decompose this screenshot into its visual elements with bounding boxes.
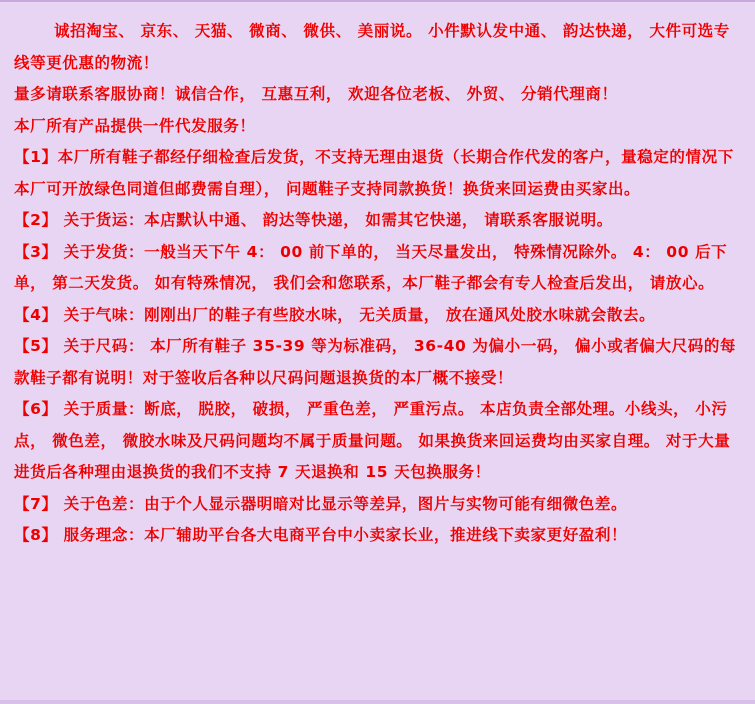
term-6-number: 【6】 (14, 400, 58, 418)
term-8 (14, 520, 743, 552)
term-2 (14, 205, 743, 237)
term-1 (14, 142, 743, 205)
term-7-number: 【7】 (14, 494, 58, 513)
term-6-text: 关于质量：断底， 脱胶， 破损， 严重色差， 严重污点。 本店负责全部处理。小线头， 小污点， 微色差， 微胶水味及尺码问题均不属于质量问题。 如果换货来回运费均由买家自理。 对于大量进货后各种理由退换货的我们不支持 7 天退换和 15 天包换服务！ (14, 400, 731, 481)
term-8-text: 服务理念：本厂辅助平台各大电商平台中小卖家长业，推进线下卖家更好盈利！ (57, 526, 628, 544)
term-6 (14, 394, 743, 489)
intro-paragraph-3: 本厂所有产品提供一件代发服务！ (14, 116, 256, 135)
intro-paragraph-2: 量多请联系客服协商！诚信合作， 互惠互利， 欢迎各位老板、 外贸、 分销代理商！ (14, 85, 618, 103)
term-5-number: 【5】 (14, 337, 58, 355)
term-8-number: 【8】 (14, 526, 58, 544)
term-1-number: 【1】 (14, 148, 58, 166)
term-2-text: 关于货运：本店默认中通、 韵达等快递， 如需其它快递， 请联系客服说明。 (57, 211, 613, 229)
term-4-text: 关于气味：刚刚出厂的鞋子有些胶水味， 无关质量， 放在通风处胶水味就会散去。 (57, 305, 656, 324)
term-4-number: 【4】 (14, 305, 58, 324)
term-3-text: 关于发货：一般当天下午 4： 00 前下单的， 当天尽量发出， 特殊情况除外。 4： 00 后下单， 第二天发货。 如有特殊情况， 我们会和您联系，本厂鞋子都会有专人检查后发出， 请放心。 (14, 242, 728, 292)
term-3 (14, 237, 743, 300)
intro-paragraph-1: 诚招淘宝、 京东、 天猫、 微商、 微供、 美丽说。 小件默认发中通、 韵达快递， 大件可选专线等更优惠的物流！ (14, 22, 730, 72)
term-1-text: 本厂所有鞋子都经仔细检查后发货，不支持无理由退货（长期合作代发的客户，量稳定的情况下本厂可开放绿色同道但邮费需自理）， 问题鞋子支持同款换货！换货来回运费由买家出。 (14, 148, 734, 198)
term-5 (14, 331, 743, 394)
term-7-text: 关于色差：由于个人显示器明暗对比显示等差异，图片与实物可能有细微色差。 (57, 494, 628, 513)
term-7 (14, 489, 743, 521)
term-2-number: 【2】 (14, 211, 58, 229)
term-4 (14, 300, 743, 332)
term-5-text: 关于尺码： 本厂所有鞋子 35-39 等为标准码， 36-40 为偏小一码， 偏小或者偏大尺码的每款鞋子都有说明！对于签收后各种以尺码问题退换货的本厂概不接受！ (14, 337, 737, 387)
bottom-divider (0, 700, 755, 704)
term-3-number: 【3】 (14, 242, 58, 261)
